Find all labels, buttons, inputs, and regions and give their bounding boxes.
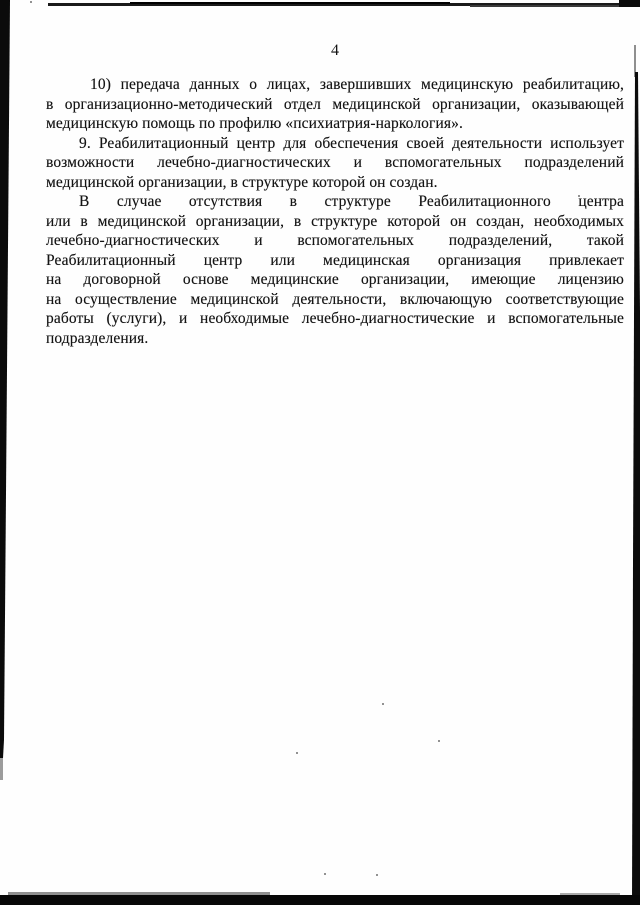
scan-speck (382, 703, 384, 705)
scan-edge-left (0, 0, 12, 772)
scan-edge-top-segment (470, 5, 640, 7)
scan-speck (438, 740, 440, 742)
text-line: В случае отсутствия в структуре Реабилитационного центра (79, 193, 624, 210)
text-line: 9. Реабилитационный центр для обеспечения своей деятельности использует (79, 134, 624, 152)
scan-speck (324, 873, 326, 875)
text-line: в организационно-методический отдел медицинской организации, оказывающей (46, 95, 624, 113)
paragraph (46, 134, 624, 193)
text-line: на договорной основе медицинские организации, имеющие лицензию (46, 271, 624, 288)
text-line: возможности лечебно-диагностических и вспомогательных подразделений (46, 154, 624, 171)
scan-corner-top-right (619, 0, 640, 7)
document-paragraphs (46, 75, 624, 348)
paragraph (46, 192, 624, 348)
text-line: лечебно-диагностических и вспомогательных подразделений, такой (46, 232, 624, 249)
scan-edge-bottom-faint (8, 892, 270, 895)
scan-speck (376, 874, 378, 876)
scan-edge-bottom (0, 895, 640, 905)
scan-speck (296, 752, 298, 754)
text-line: 10) передача данных о лицах, завершивших медицинскую реабилитацию, (90, 76, 624, 93)
scan-edge-left-remnant (0, 758, 3, 780)
paragraph (46, 75, 624, 134)
text-line: или в медицинской организации, в структуре которой он создан, необходимых (46, 212, 624, 230)
text-line: Реабилитационный центр или медицинская организация привлекает (46, 251, 624, 269)
text-line: медицинскую помощь по профилю «психиатрия-наркология». (46, 115, 463, 132)
page-number: 4 (331, 42, 339, 59)
text-line: работы (услуги), и необходимые лечебно-диагностические и вспомогательные (46, 310, 624, 327)
scan-edge-bottom-faint (560, 893, 620, 895)
scan-edge-top-segment (130, 2, 450, 4)
scan-edge-right (630, 72, 640, 905)
text-line: медицинской организации, в структуре которой он создан. (46, 173, 438, 191)
scan-speck (30, 1, 32, 3)
text-line: подразделения. (46, 329, 149, 347)
text-line: на осуществление медицинской деятельности, включающую соответствующие (46, 290, 624, 308)
